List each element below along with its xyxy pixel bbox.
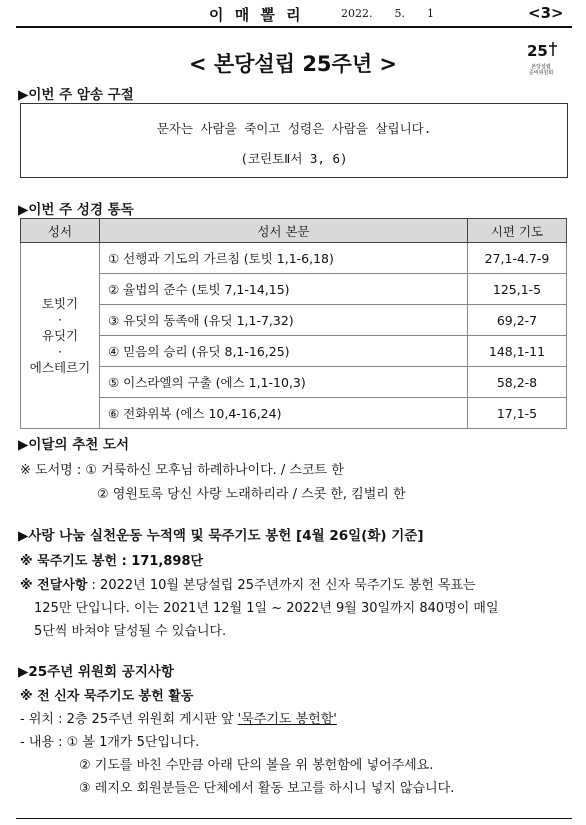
table-row — [21, 305, 567, 336]
date-year: 2022. — [341, 7, 373, 20]
rosary-total — [20, 550, 203, 569]
table-row — [21, 274, 567, 305]
book-cell — [21, 243, 100, 429]
table-row — [21, 336, 567, 367]
memory-verse-text: 문자는 사람을 죽이고 성령은 사람을 살립니다. — [156, 121, 432, 136]
col-header-psalm: 시편 기도 — [468, 219, 567, 243]
content-item: ③ 레지오 회원분들은 단체에서 활동 보고를 하시니 넣지 않습니다. — [79, 781, 455, 796]
book-line-1 — [20, 459, 344, 478]
col-header-book: 성서 — [21, 219, 100, 243]
reading-text: ④ 믿음의 승리 (유딧 8,1-16,25) — [100, 336, 468, 367]
psalm-ref: 69,2-7 — [468, 305, 567, 336]
rosary-box-label: '묵주기도 봉헌함' — [237, 712, 337, 727]
cross-icon — [521, 40, 561, 60]
date-month: 5. — [394, 7, 405, 20]
header-divider — [16, 26, 572, 28]
content-item: ① 볼 1개가 5단입니다. — [66, 735, 200, 750]
memory-verse-heading: ▶이번 주 암송 구절 — [18, 87, 134, 103]
book-name: 유딧기 — [41, 327, 79, 343]
reading-text: ① 선행과 기도의 가르침 (토빗 1,1-6,18) — [100, 243, 468, 274]
table-row — [21, 243, 567, 274]
bible-reading-table — [20, 218, 567, 429]
notice-line-3: 5단씩 바쳐야 달성될 수 있습니다. — [34, 624, 227, 639]
logo-line1: 본당설립 — [531, 64, 551, 70]
date-day: 1 — [427, 7, 434, 20]
newsletter-title: 이 매 뽈 리 — [209, 6, 304, 24]
committee-heading: ▶25주년 위원회 공지사항 — [18, 664, 174, 680]
page-title: < 본당설립 25주년 > — [188, 52, 398, 76]
notice-line-2: 125만 단입니다. 이는 2021년 12월 1일 ~ 2022년 9월 30일까지 840명이 매일 — [34, 601, 499, 616]
svg-text:25: 25 — [527, 42, 548, 60]
logo-line2: 준비위원회 — [528, 70, 554, 76]
table-row — [21, 367, 567, 398]
psalm-ref: 27,1-4.7-9 — [468, 243, 567, 274]
book-item: ② 영원토록 당신 사랑 노래하리라 / 스콧 한, 킴벌리 한 — [97, 487, 406, 502]
notice-text: : 2022년 10월 본당설립 25주년까지 전 신자 묵주기도 봉헌 목표는 — [87, 578, 476, 593]
memory-verse-reference: (코린토Ⅱ서 3, 6) — [240, 151, 348, 166]
location-prefix: - 위치 : 2층 25주년 위원회 게시판 앞 — [20, 712, 238, 727]
book-name: 토빗기 — [41, 295, 79, 311]
memory-verse-box — [20, 103, 568, 178]
psalm-ref: 125,1-5 — [468, 274, 567, 305]
location-line — [20, 708, 337, 727]
issue-date — [341, 7, 434, 20]
anniversary-logo — [521, 40, 561, 88]
notice-line-1 — [20, 574, 476, 593]
books-heading: ▶이달의 추천 도서 — [18, 437, 130, 453]
psalm-ref: 17,1-5 — [468, 398, 567, 429]
notice-label: ※ 전달사항 — [20, 578, 88, 593]
reading-text: ③ 유딧의 동족애 (유딧 1,1-7,32) — [100, 305, 468, 336]
love-sharing-heading: ▶사랑 나눔 실천운동 누적액 및 묵주기도 봉헌 [4월 26일(화) 기준] — [18, 528, 424, 544]
book-item: ① 거룩하신 모후님 하례하나이다. / 스코트 한 — [85, 463, 344, 478]
committee-sub: ※ 전 신자 묵주기도 봉헌 활동 — [20, 689, 194, 704]
bible-reading-heading: ▶이번 주 성경 통독 — [18, 202, 134, 218]
book-name: 에스테르기 — [29, 359, 91, 375]
reading-text: ⑥ 전화위복 (에스 10,4-16,24) — [100, 398, 468, 429]
content-item: ② 기도를 바친 수만큼 아래 단의 볼을 위 봉헌함에 넣어주세요. — [79, 758, 434, 773]
psalm-ref: 148,1-11 — [468, 336, 567, 367]
table-row — [21, 398, 567, 429]
content-line-1 — [20, 731, 199, 750]
book-separator: · — [58, 311, 62, 327]
book-separator: · — [58, 343, 62, 359]
reading-text: ② 율법의 준수 (토빗 7,1-14,15) — [100, 274, 468, 305]
content-prefix: - 내용 : — [20, 735, 67, 750]
rosary-value: 171,898단 — [131, 554, 204, 569]
col-header-text: 성서 본문 — [100, 219, 468, 243]
reading-text: ⑤ 이스라엘의 구출 (에스 1,1-10,3) — [100, 367, 468, 398]
page-number: <3> — [528, 4, 564, 22]
rosary-label: ※ 묵주기도 봉헌 : — [20, 554, 132, 569]
psalm-ref: 58,2-8 — [468, 367, 567, 398]
book-prefix: ※ 도서명 : — [20, 463, 86, 478]
footer-divider — [16, 818, 572, 819]
